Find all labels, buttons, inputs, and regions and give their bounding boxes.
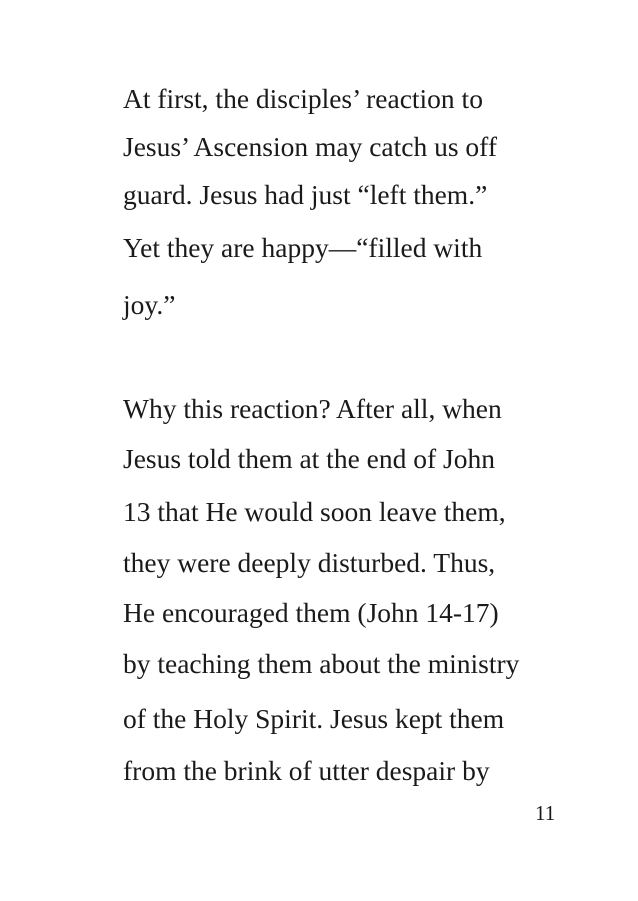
- page-number: 11: [535, 801, 556, 825]
- text-line: guard. Jesus had just “left them.”: [123, 179, 488, 210]
- text-line: He encouraged them (John 14-17): [123, 597, 499, 628]
- text-line: by teaching them about the ministry: [123, 648, 520, 679]
- text-line: Jesus’ Ascension may catch us off: [123, 131, 497, 162]
- text-line: of the Holy Spirit. Jesus kept them: [123, 703, 505, 734]
- text-line: Jesus told them at the end of John: [123, 443, 495, 474]
- text-line: Why this reaction? After all, when: [123, 393, 502, 424]
- text-line: Yet they are happy—“filled with: [123, 232, 483, 263]
- text-line: from the brink of utter despair by: [123, 755, 490, 786]
- text-line: joy.”: [123, 289, 176, 320]
- text-line: 13 that He would soon leave them,: [123, 496, 506, 527]
- text-line: they were deeply disturbed. Thus,: [123, 547, 496, 578]
- text-line: At first, the disciples’ reaction to: [123, 83, 483, 114]
